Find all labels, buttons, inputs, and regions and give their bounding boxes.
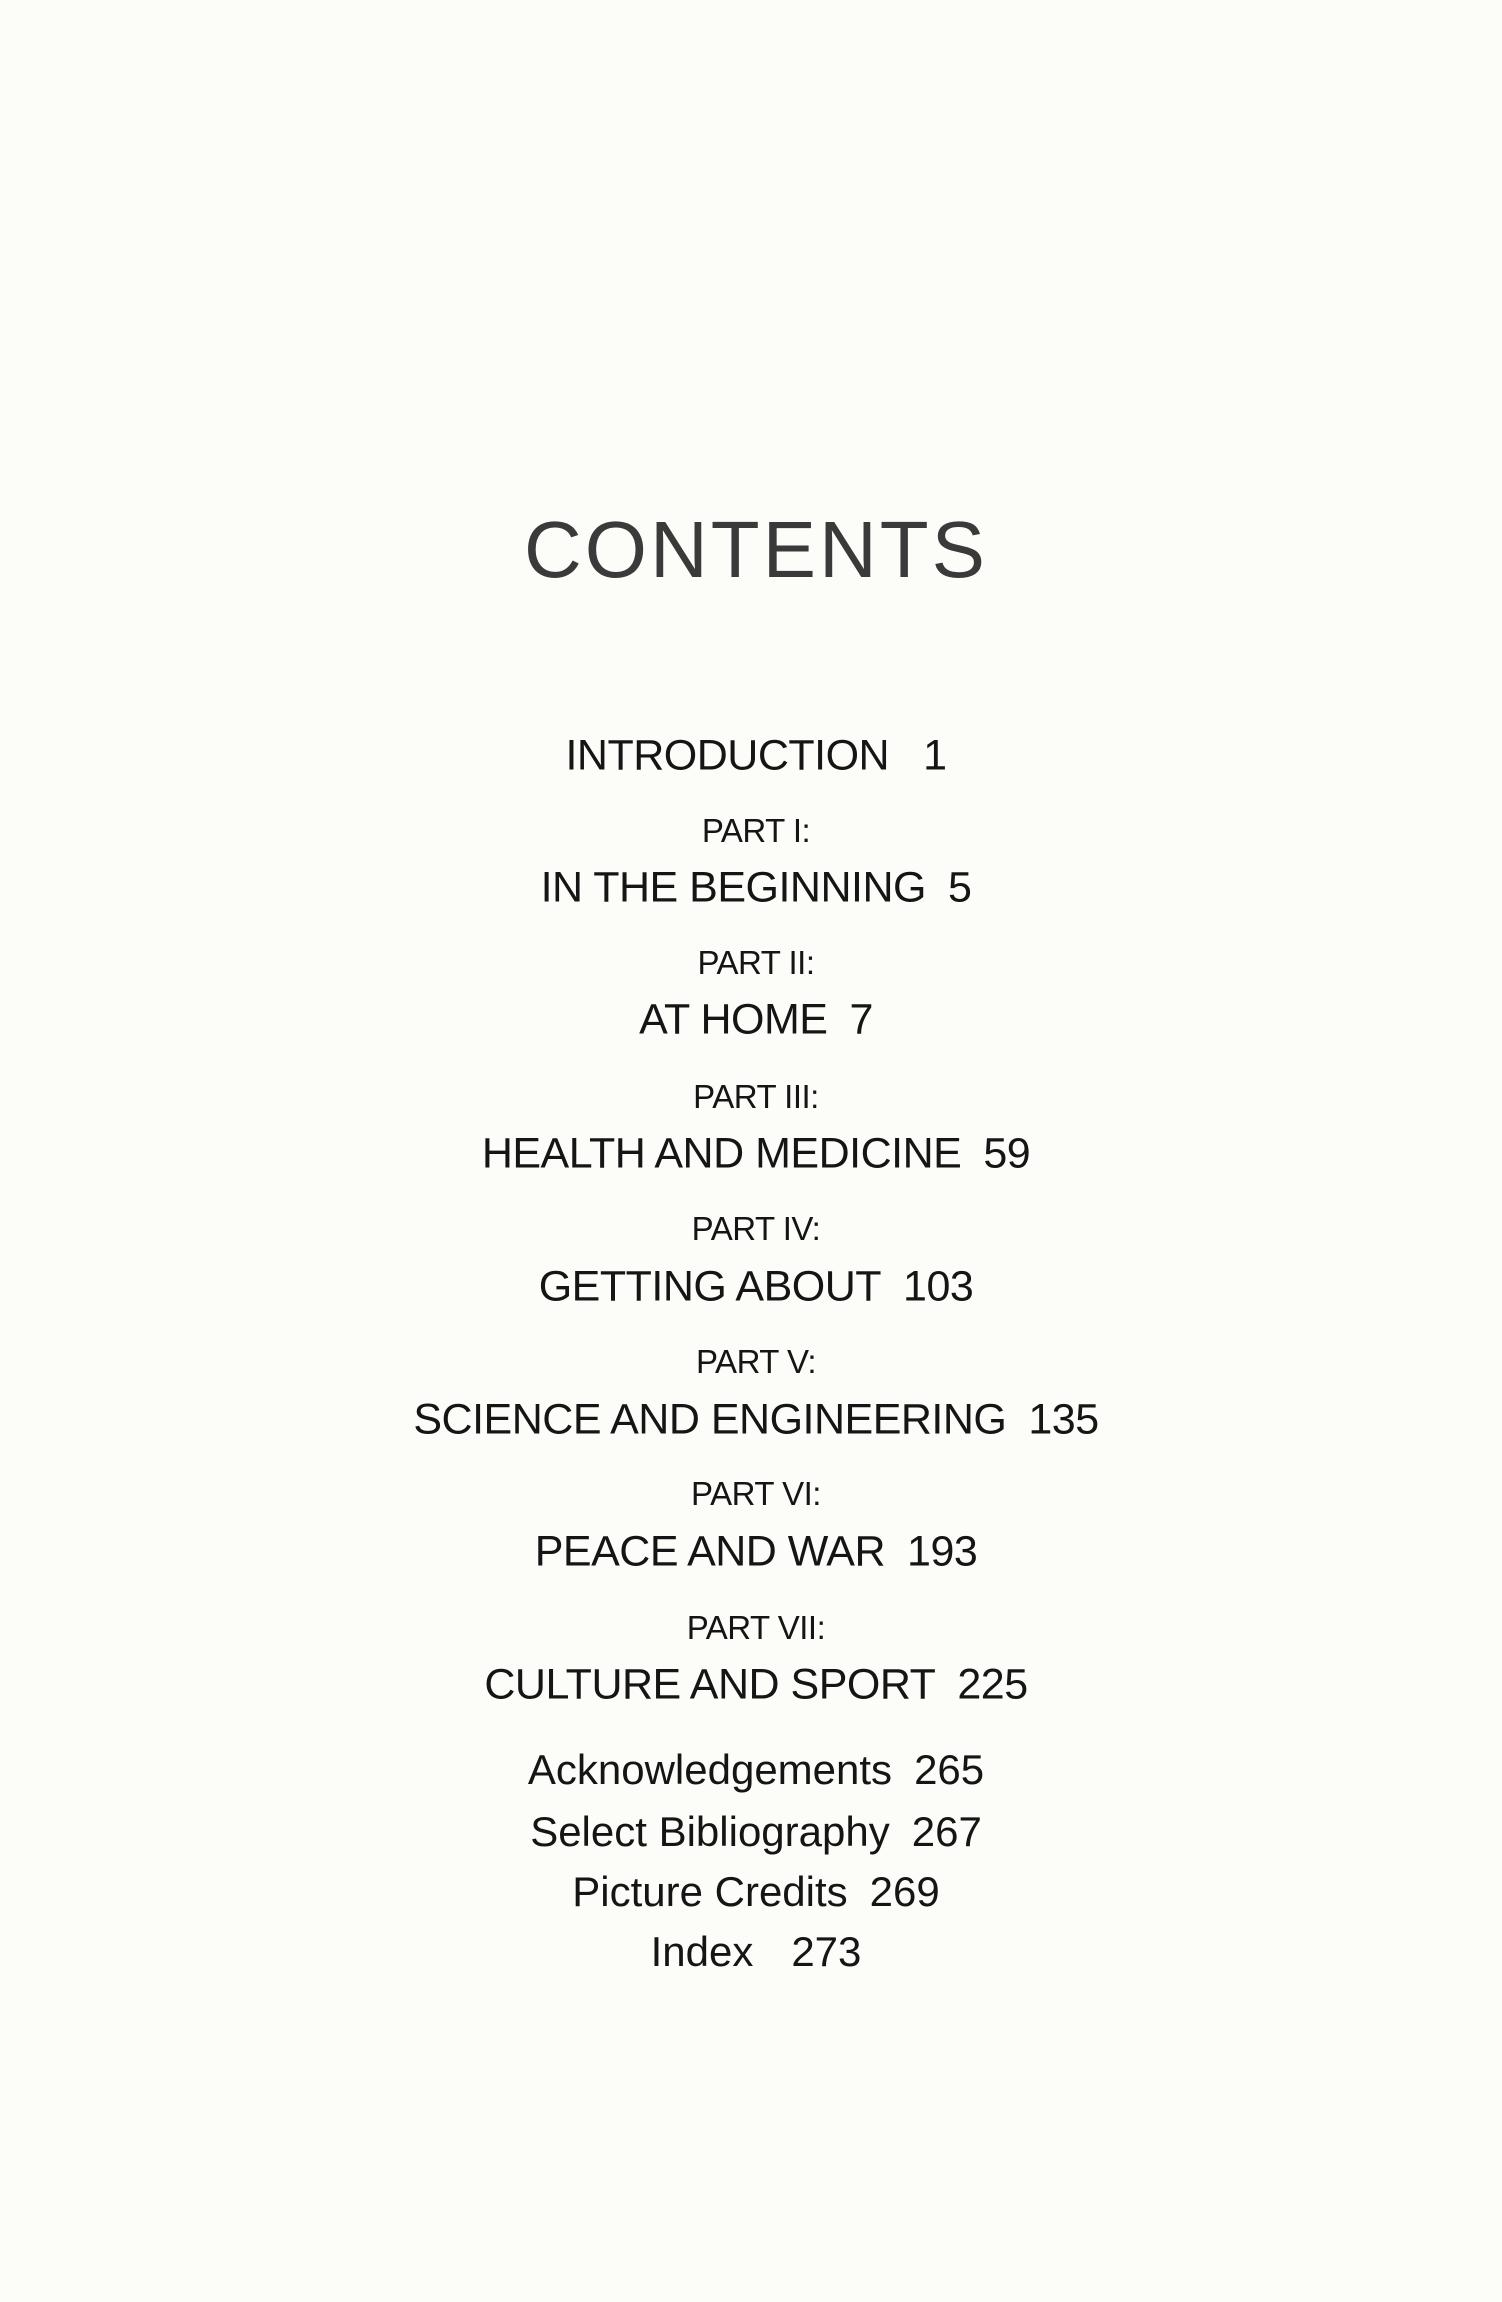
entry-title: SCIENCE AND ENGINEERING (413, 1395, 1007, 1444)
toc-backmatter-entry (0, 1868, 1502, 1916)
part-label: PART VII: (686, 1609, 826, 1646)
toc-entry (0, 1263, 1502, 1312)
entry-title: INTRODUCTION (565, 731, 890, 780)
toc-backmatter-entry (0, 1746, 1502, 1794)
entry-page: 265 (914, 1746, 985, 1793)
entry-title: IN THE BEGINNING (540, 863, 926, 912)
toc-backmatter-entry (0, 1928, 1502, 1976)
entry-title: HEALTH AND MEDICINE (481, 1129, 962, 1178)
entry-page: 273 (791, 1928, 862, 1975)
toc-entry-introduction (0, 732, 1502, 781)
entry-page: 7 (849, 995, 873, 1044)
part-label: PART II: (697, 944, 815, 981)
entry-page: 225 (957, 1660, 1028, 1709)
entry-title: PEACE AND WAR (534, 1527, 886, 1576)
part-label: PART IV: (691, 1210, 821, 1247)
entry-title: Select Bibliography (530, 1808, 890, 1855)
entry-title: Index (650, 1928, 754, 1975)
page-title: CONTENTS (524, 505, 988, 594)
entry-title: Picture Credits (572, 1868, 848, 1915)
toc-entry (0, 1396, 1502, 1445)
toc-backmatter-entry (0, 1808, 1502, 1856)
part-label: PART I: (701, 812, 811, 849)
entry-page: 59 (983, 1129, 1031, 1178)
entry-page: 267 (911, 1808, 982, 1855)
toc-entry (0, 864, 1502, 913)
part-label: PART V: (696, 1343, 816, 1380)
toc-entry (0, 1528, 1502, 1577)
entry-page: 103 (903, 1262, 974, 1311)
toc-entry (0, 996, 1502, 1045)
part-label: PART III: (693, 1078, 819, 1115)
entry-page: 193 (907, 1527, 978, 1576)
entry-title: Acknowledgements (527, 1746, 893, 1793)
entry-page: 1 (923, 731, 947, 780)
entry-page: 5 (948, 863, 972, 912)
toc-entry (0, 1130, 1502, 1179)
entry-title: CULTURE AND SPORT (484, 1660, 936, 1709)
entry-page: 269 (869, 1868, 940, 1915)
toc-entry (0, 1661, 1502, 1710)
entry-title: GETTING ABOUT (538, 1262, 882, 1311)
entry-page: 135 (1028, 1395, 1099, 1444)
part-label: PART VI: (691, 1475, 821, 1512)
entry-title: AT HOME (639, 995, 828, 1044)
